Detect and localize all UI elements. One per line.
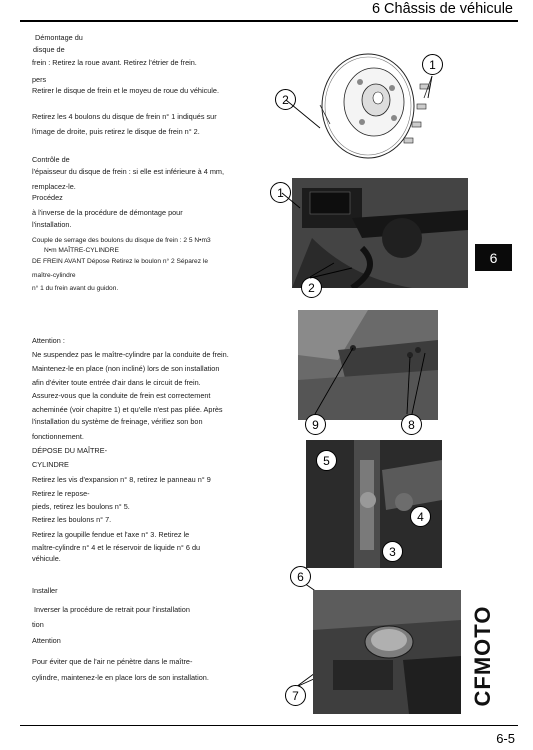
- callout-6: 6: [290, 566, 311, 587]
- text-line: l'installation.: [32, 220, 72, 229]
- page-header-title: 6 Châssis de véhicule: [371, 1, 513, 17]
- callout-1: 1: [270, 182, 291, 203]
- text-line: Procédez: [32, 193, 63, 202]
- text-line: Installer: [32, 586, 58, 595]
- text-line: Retirez le repose-: [32, 489, 90, 498]
- text-line: maître-cylindre n° 4 et le réservoir de liquide n° 6 du: [32, 543, 201, 552]
- text-line: Couple de serrage des boulons du disque de frein : 2 5 N•m3: [32, 237, 211, 244]
- text-line: tion: [32, 620, 44, 629]
- text-line: disque de: [33, 45, 65, 54]
- text-line: afin d'éviter toute entrée d'air dans le circuit de frein.: [32, 378, 201, 387]
- reservoir-photo: [313, 590, 461, 714]
- text-line: véhicule.: [32, 554, 61, 563]
- text-line: Attention :: [32, 336, 65, 345]
- text-line: à l'inverse de la procédure de démontage pour: [32, 208, 183, 217]
- text-line: N•m MAÎTRE-CYLINDRE: [44, 247, 119, 254]
- text-line: Assurez-vous que la conduite de frein est correctement: [32, 391, 211, 400]
- text-line: pers: [32, 75, 47, 84]
- text-line: Retirer le disque de frein et le moyeu de roue du véhicule.: [32, 86, 219, 95]
- text-line: CYLINDRE: [32, 460, 69, 469]
- text-line: l'épaisseur du disque de frein : si elle est inférieure à 4 mm,: [32, 167, 225, 176]
- chapter-tab: 6: [475, 244, 512, 271]
- text-line: l'image de droite, puis retirez le disque de frein n° 2.: [32, 127, 200, 136]
- text-line: Maintenez-le en place (non incliné) lors de son installation: [32, 364, 220, 373]
- text-line: DÉPOSE DU MAÎTRE-: [32, 446, 108, 455]
- text-line: Retirez les 4 boulons du disque de frein n° 1 indiqués sur: [32, 112, 217, 121]
- text-line: l'installation du système de freinage, vérifiez son bon: [32, 417, 203, 426]
- text-line: Contrôle de: [32, 155, 70, 164]
- callout-5: 5: [316, 450, 337, 471]
- text-line: Inverser la procédure de retrait pour l'installation: [34, 605, 190, 614]
- callout-2: 2: [301, 277, 322, 298]
- callout-2: 2: [275, 89, 296, 110]
- text-line: Retirez les boulons n° 7.: [32, 515, 112, 524]
- text-line: Ne suspendez pas le maître-cylindre par la conduite de frein.: [32, 350, 229, 359]
- page-number: 6-5: [496, 731, 515, 746]
- callout-9: 9: [305, 414, 326, 435]
- text-line: remplacez-le.: [32, 182, 76, 191]
- text-line: Pour éviter que de l'air ne pénètre dans le maître-: [32, 657, 193, 666]
- text-line: Attention: [32, 636, 61, 645]
- callout-7: 7: [285, 685, 306, 706]
- callout-3: 3: [382, 541, 403, 562]
- text-line: acheminée (voir chapitre 1) et qu'elle n'est pas pliée. Après: [32, 405, 223, 414]
- text-line: fonctionnement.: [32, 432, 84, 441]
- text-line: DE FREIN AVANT Dépose Retirez le boulon n° 2 Séparez le: [32, 258, 208, 265]
- text-line: Retirez la goupille fendue et l'axe n° 3. Retirez le: [32, 530, 190, 539]
- text-line: n° 1 du frein avant du guidon.: [32, 285, 119, 292]
- callout-1: 1: [422, 54, 443, 75]
- callout-4: 4: [410, 506, 431, 527]
- brand-logo: [468, 603, 498, 713]
- callout-8: 8: [401, 414, 422, 435]
- brand-logo-text: CFMOTO: [470, 605, 495, 707]
- text-line: maître-cylindre: [32, 272, 76, 279]
- text-line: pieds, retirez les boulons n° 5.: [32, 502, 130, 511]
- text-line: frein : Retirez la roue avant. Retirez l'étrier de frein.: [32, 58, 197, 67]
- text-line: Démontage du: [35, 33, 83, 42]
- text-line: Retirez les vis d'expansion n° 8, retirez le panneau n° 9: [32, 475, 211, 484]
- text-line: cylindre, maintenez-le en place lors de son installation.: [32, 673, 209, 682]
